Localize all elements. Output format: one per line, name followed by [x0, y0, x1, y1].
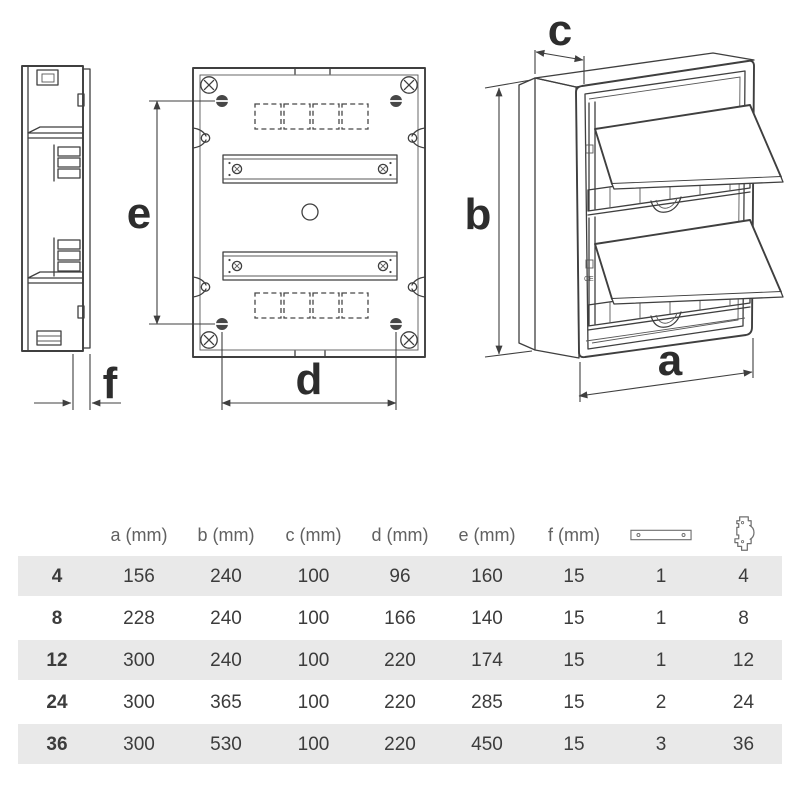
cell-mods: 12	[732, 649, 755, 671]
dimension-f	[34, 354, 121, 410]
header-module-count	[705, 515, 782, 555]
cell-modules: 4	[51, 565, 63, 587]
cell-c: 100	[297, 733, 330, 755]
cell-modules: 36	[46, 733, 68, 755]
cell-d: 220	[384, 733, 416, 755]
cell-f: 15	[563, 733, 585, 755]
cell-mods: 24	[732, 691, 755, 713]
dim-label-e: e	[126, 189, 152, 238]
side-view	[22, 66, 90, 351]
table-row	[18, 640, 782, 680]
cell-a: 300	[123, 691, 155, 713]
cell-f: 15	[563, 691, 585, 713]
cell-rails: 1	[655, 565, 667, 587]
dimension-b	[465, 80, 532, 357]
front-view	[193, 68, 425, 357]
cell-b: 530	[210, 733, 242, 755]
dimension-d	[222, 332, 396, 410]
dim-label-a: a	[657, 336, 683, 385]
cell-a: 300	[123, 733, 155, 755]
cell-modules: 24	[46, 691, 68, 713]
cell-b: 240	[210, 649, 242, 671]
spec-table	[18, 515, 782, 766]
cell-f: 15	[563, 649, 585, 671]
cell-c: 100	[297, 565, 330, 587]
cell-d: 220	[384, 649, 416, 671]
header-c: c (mm)	[285, 525, 342, 545]
perspective-view	[519, 53, 783, 358]
header-d: d (mm)	[371, 525, 429, 545]
cell-modules: 8	[51, 607, 63, 629]
cell-rails: 3	[655, 733, 667, 755]
cell-e: 174	[471, 649, 503, 671]
table-row	[18, 598, 782, 638]
cell-b: 240	[210, 607, 242, 629]
cell-f: 15	[563, 565, 585, 587]
cell-rails: 1	[655, 607, 667, 629]
cell-d: 166	[384, 607, 416, 629]
header-a: a (mm)	[110, 525, 168, 545]
table-row	[18, 682, 782, 722]
cell-b: 240	[210, 565, 242, 587]
cell-c: 100	[297, 691, 330, 713]
table-row	[18, 556, 782, 596]
dim-label-b: b	[464, 190, 492, 239]
cell-mods: 8	[738, 607, 749, 629]
cell-d: 96	[389, 565, 411, 587]
din-rail-icon	[630, 527, 692, 543]
dim-label-c: c	[547, 6, 573, 55]
dim-label-f: f	[102, 359, 118, 408]
cell-e: 140	[471, 607, 503, 629]
cell-b: 365	[210, 691, 242, 713]
cell-rails: 1	[655, 649, 667, 671]
cell-e: 285	[471, 691, 503, 713]
ce-mark: CE	[584, 276, 594, 283]
cell-a: 228	[123, 607, 155, 629]
cell-modules: 12	[46, 649, 68, 671]
header-b: b (mm)	[197, 525, 255, 545]
breaker-module-icon	[730, 515, 757, 555]
cell-f: 15	[563, 607, 585, 629]
dim-label-d: d	[295, 355, 323, 404]
cell-mods: 4	[738, 565, 749, 587]
cell-e: 160	[471, 565, 503, 587]
header-f: f (mm)	[548, 525, 600, 545]
cell-e: 450	[471, 733, 503, 755]
dimension-e	[127, 101, 215, 324]
cell-a: 300	[123, 649, 155, 671]
header-e: e (mm)	[458, 525, 516, 545]
header-rail-count	[617, 527, 705, 543]
cell-d: 220	[384, 691, 416, 713]
cell-mods: 36	[732, 733, 755, 755]
cell-a: 156	[123, 565, 155, 587]
table-row	[18, 724, 782, 764]
cell-c: 100	[297, 607, 330, 629]
cell-rails: 2	[655, 691, 667, 713]
cell-c: 100	[297, 649, 330, 671]
table-header-row	[18, 515, 782, 553]
